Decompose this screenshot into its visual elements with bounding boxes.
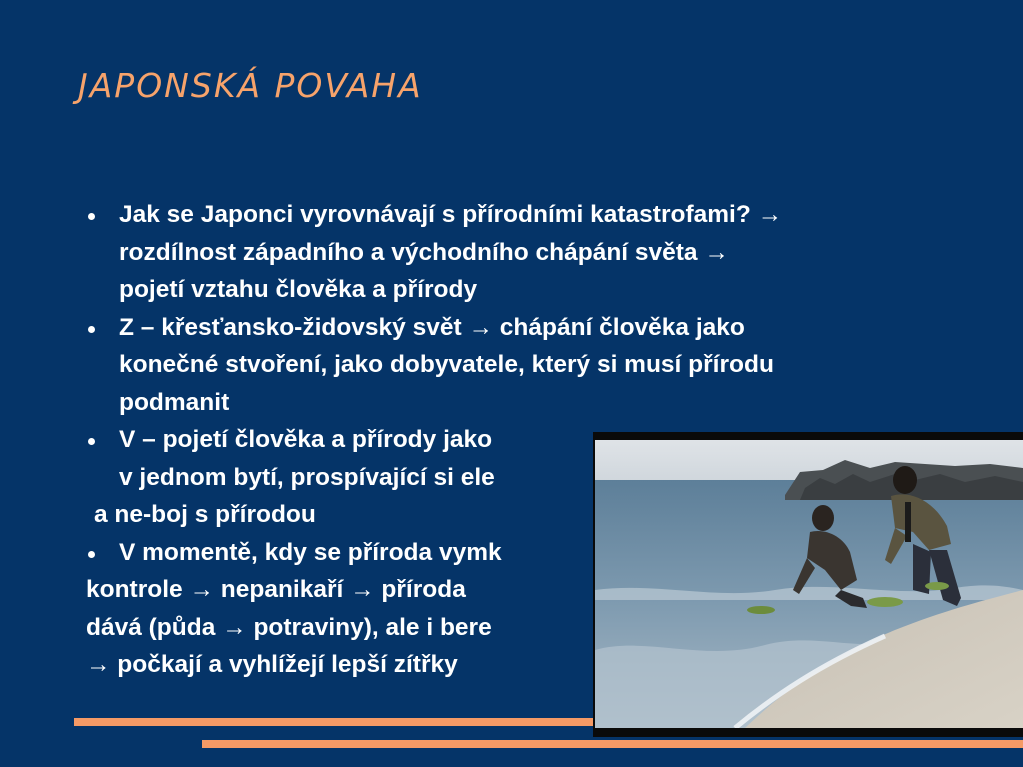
bullet-line-1 <box>86 196 966 234</box>
slide-title: JAPONSKÁ POVAHA <box>78 66 423 105</box>
line-text: dává (půda → potraviny), ale i bere <box>86 613 492 641</box>
bullet-icon <box>88 213 95 220</box>
line-3 <box>86 271 966 309</box>
accent-bar-bottom <box>202 740 1023 748</box>
line-text: kontrole → nepanikaří → příroda <box>86 576 466 603</box>
line-text: Z – křesťansko-židovský svět → chápání člověka jako <box>119 313 745 341</box>
line-6 <box>86 384 966 422</box>
line-text: → počkají a vyhlížejí lepší zítřky <box>86 651 458 678</box>
line-5 <box>86 346 966 384</box>
line-text: Jak se Japonci vyrovnávají s přírodními katastrofami? → <box>119 201 783 228</box>
line-text: V momentě, kdy se příroda vymk <box>119 538 502 566</box>
line-text: a ne-boj s přírodou <box>94 501 316 528</box>
line-2 <box>86 234 966 272</box>
line-text: v jednom bytí, prospívající si ele <box>119 463 495 491</box>
line-text: rozdílnost západního a východního chápání světa → <box>119 238 729 266</box>
bullet-line-2 <box>86 309 966 347</box>
line-text: V – pojetí člověka a přírody jako <box>119 426 493 453</box>
beach-photo <box>595 440 1023 728</box>
bullet-icon <box>88 438 95 445</box>
line-text: pojetí vztahu člověka a přírody <box>119 276 478 303</box>
bullet-icon <box>88 326 95 333</box>
bullet-icon <box>88 551 95 558</box>
line-text: konečné stvoření, jako dobyvatele, který si musí přírodu <box>119 351 774 378</box>
line-text: podmanit <box>119 388 230 416</box>
